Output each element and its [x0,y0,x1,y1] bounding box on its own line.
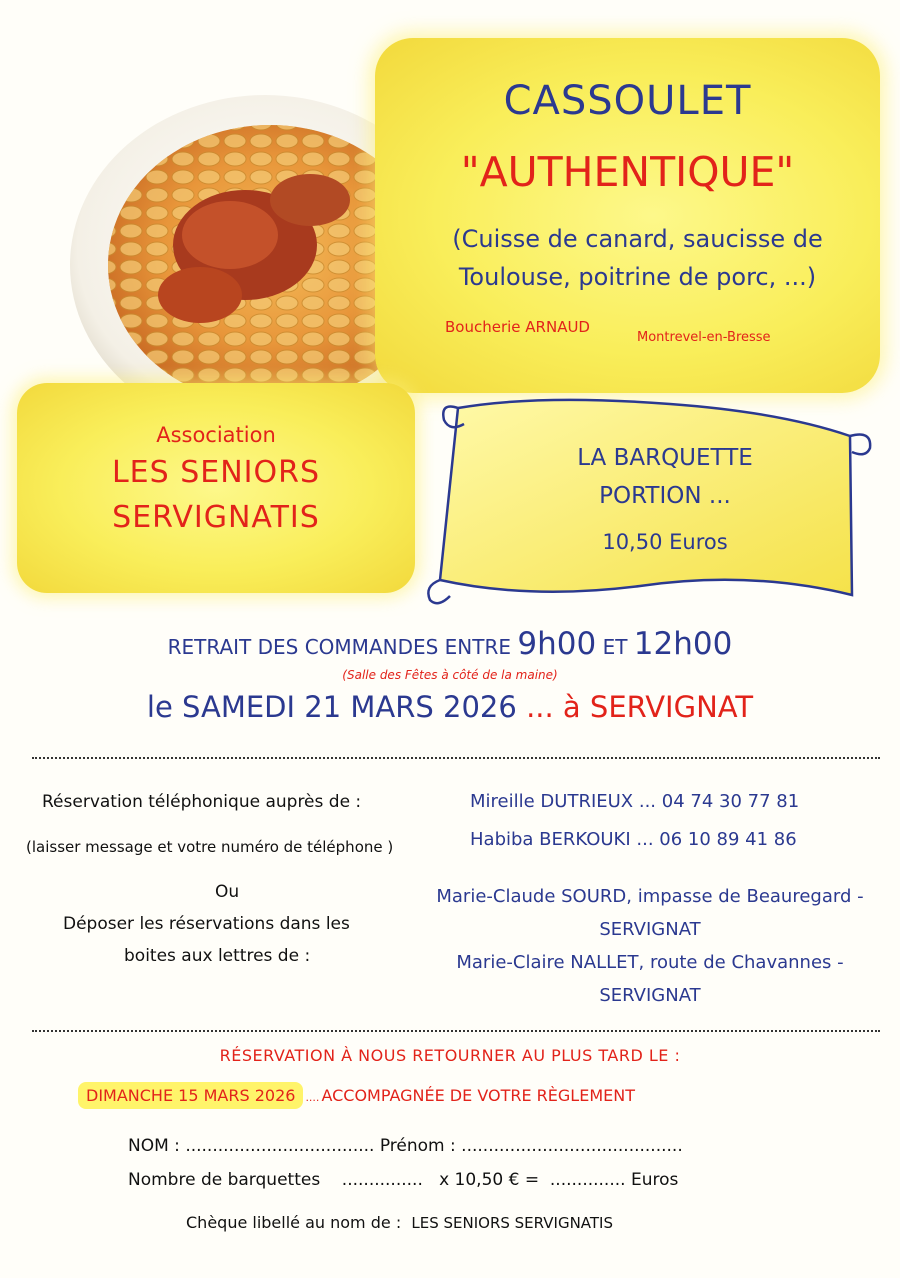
association-name-line2: SERVIGNATIS [112,500,320,535]
nom-label: NOM : [128,1136,180,1156]
pickup-date-prefix: le [146,690,173,724]
cassoulet-subtitle: "AUTHENTIQUE" [460,148,795,196]
drop-off-address-1: Marie-Claude SOURD, impasse de Beauregard - SERVIGNAT [436,886,864,940]
butcher-name: Boucherie ARNAUD [445,318,590,336]
pickup-time-line [0,626,900,662]
offer-price: 10,50 Euros [602,530,728,554]
pickup-start-time: 9h00 [517,626,597,662]
drop-off-label-line1: Déposer les réservations dans les [63,914,350,934]
dotted-divider [32,1030,880,1032]
quantity-row [128,1170,678,1190]
pickup-venue: (Salle des Fêtes à côté de la maine) [342,668,558,682]
prenom-label: Prénom : [379,1136,456,1156]
drop-off-address-2: Marie-Claire NALLET, route de Chavannes - SERVIGNAT [456,952,844,1006]
offer-line2: PORTION ... [599,483,731,509]
offer-line1: LA BARQUETTE [577,445,753,471]
deadline-note: ACCOMPAGNÉE DE VOTRE RÈGLEMENT [321,1086,635,1105]
cassoulet-ingredients: (Cuisse de canard, saucisse de Toulouse, poitrine de porc, ...) [452,225,823,291]
pickup-date: SAMEDI 21 MARS 2026 [182,690,517,724]
association-panel [17,383,415,593]
pickup-intro: RETRAIT DES COMMANDES ENTRE [167,635,512,659]
nom-field[interactable]: ................................... [185,1136,375,1156]
phone-reservation-note: (laisser message et votre numéro de téléphone ) [26,838,394,856]
phone-reservation-label: Réservation téléphonique auprès de : [42,792,362,812]
contact-1: Mireille DUTRIEUX ... 04 74 30 77 81 [470,791,800,812]
deadline-line [78,1086,635,1105]
price-multiplier: x 10,50 € = [439,1170,540,1190]
or-label: Ou [215,882,240,902]
prenom-field[interactable]: ......................................... [461,1136,683,1156]
total-field[interactable]: .............. [549,1170,626,1190]
contact-2: Habiba BERKOUKI ... 06 10 89 41 86 [470,829,797,850]
quantity-label: Nombre de barquettes [128,1170,321,1190]
butcher-town: Montrevel-en-Bresse [637,330,771,345]
cheque-payee: LES SENIORS SERVIGNATIS [411,1214,613,1232]
pickup-place: ... à SERVIGNAT [526,690,754,724]
cassoulet-title: CASSOULET [503,78,752,124]
deadline-heading: RÉSERVATION À NOUS RETOURNER AU PLUS TARD LE : [219,1046,681,1065]
cheque-line [186,1213,613,1232]
name-fields-row [128,1136,683,1156]
pickup-end-time: 12h00 [633,626,733,662]
cheque-label: Chèque libellé au nom de : [186,1213,402,1232]
currency-label: Euros [630,1170,679,1190]
deadline-date: DIMANCHE 15 MARS 2026 [78,1082,303,1109]
quantity-field[interactable]: ............... [341,1170,423,1190]
association-label: Association [156,423,276,447]
deadline-dots: .... [305,1091,320,1104]
dotted-divider [32,757,880,759]
cassoulet-panel [375,38,880,393]
association-name-line1: LES SENIORS [111,455,321,490]
drop-off-label-line2: boites aux lettres de : [124,946,311,966]
pickup-date-line [0,690,900,724]
pickup-and: ET [602,635,628,659]
